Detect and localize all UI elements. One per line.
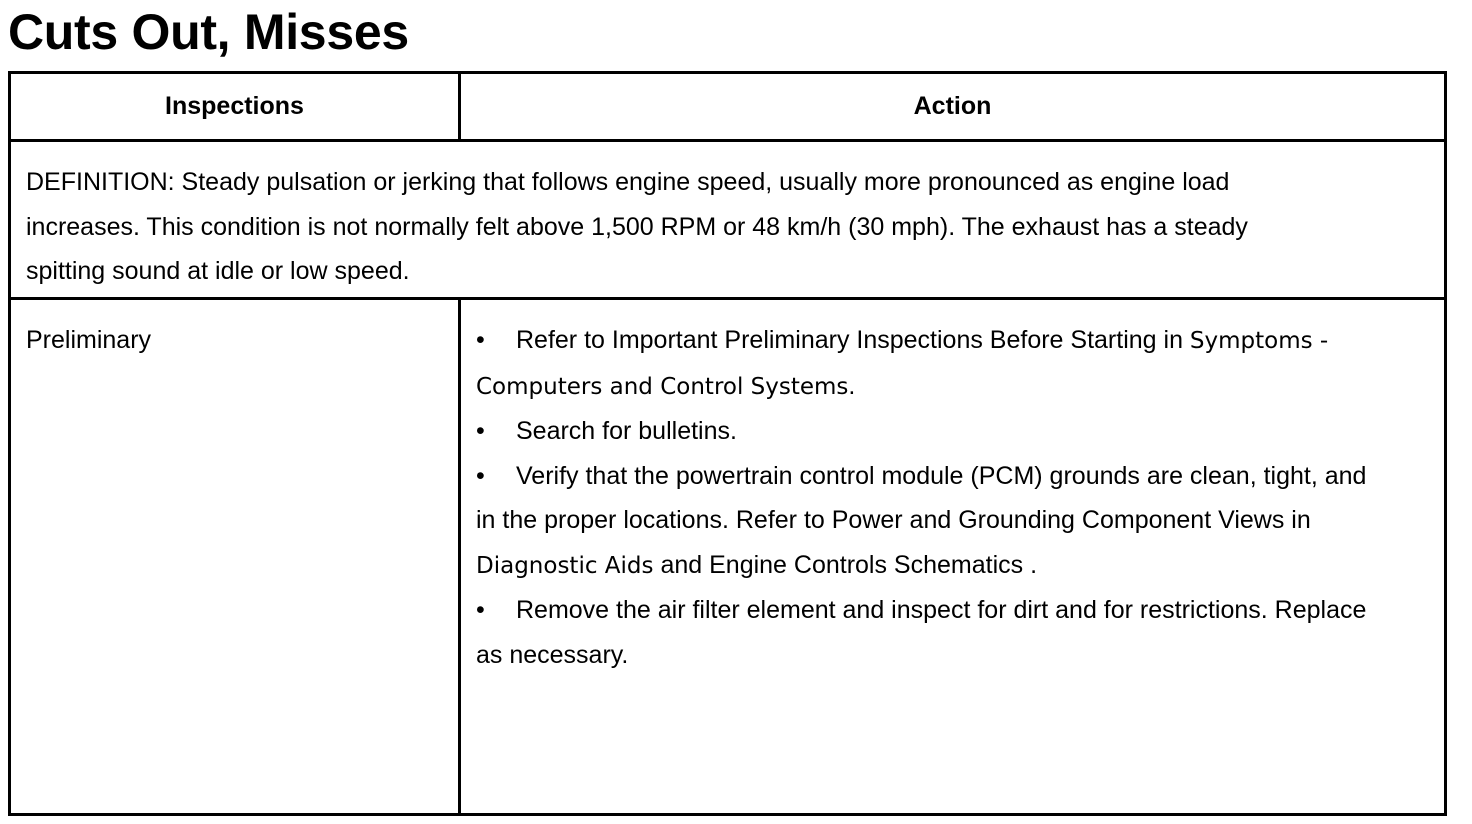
reference-symptoms-computers[interactable]: Symptoms - Computers and Control Systems xyxy=(476,328,1329,400)
action-item-pcm-grounds xyxy=(476,454,1376,589)
inspection-cell xyxy=(10,299,460,815)
bullet-icon: • xyxy=(476,417,485,445)
action-cell xyxy=(460,299,1446,815)
action-text-end: . xyxy=(848,371,856,400)
action-text-join: and xyxy=(653,550,710,579)
bullet-icon: • xyxy=(476,326,485,354)
inspection-name: Preliminary xyxy=(26,326,152,354)
action-text-end: . xyxy=(1023,550,1038,579)
action-item-preliminary-inspections xyxy=(476,318,1376,409)
action-item-bulletins xyxy=(476,409,1376,454)
table-row xyxy=(10,299,1446,815)
action-header: Action xyxy=(460,73,1446,141)
action-text: Search for bulletins. xyxy=(516,417,737,445)
reference-engine-controls-schematics[interactable]: Engine Controls Schematics xyxy=(709,550,1024,579)
reference-diagnostic-aids[interactable]: Diagnostic Aids xyxy=(476,552,654,579)
inspections-header: Inspections xyxy=(10,73,460,141)
table-header-row xyxy=(10,73,1446,141)
bullet-icon: • xyxy=(476,596,485,624)
action-text: Remove the air filter element and inspect for dirt and for restrictions. Replace as necessary. xyxy=(476,596,1367,669)
bullet-icon: • xyxy=(476,461,485,490)
page-title: Cuts Out, Misses xyxy=(8,4,409,60)
diagnostic-table xyxy=(8,71,1447,816)
action-text: Verify that the powertrain control module (PCM) grounds are clean, tight, and in the proper locations. Refer to Power and Grounding Component Views in xyxy=(476,461,1367,534)
definition-text: DEFINITION: Steady pulsation or jerking that follows engine speed, usually more pronounced as engine load increases. This condition is not normally felt above 1,500 RPM or 48 km/h (30 mph). The exhaust has a steady spitting sound at idle or low speed. xyxy=(26,168,1248,285)
definition-row xyxy=(10,141,1446,299)
action-text: Refer to Important Preliminary Inspections Before Starting in xyxy=(516,326,1190,354)
definition-cell xyxy=(10,141,1446,299)
action-item-air-filter xyxy=(476,588,1376,677)
